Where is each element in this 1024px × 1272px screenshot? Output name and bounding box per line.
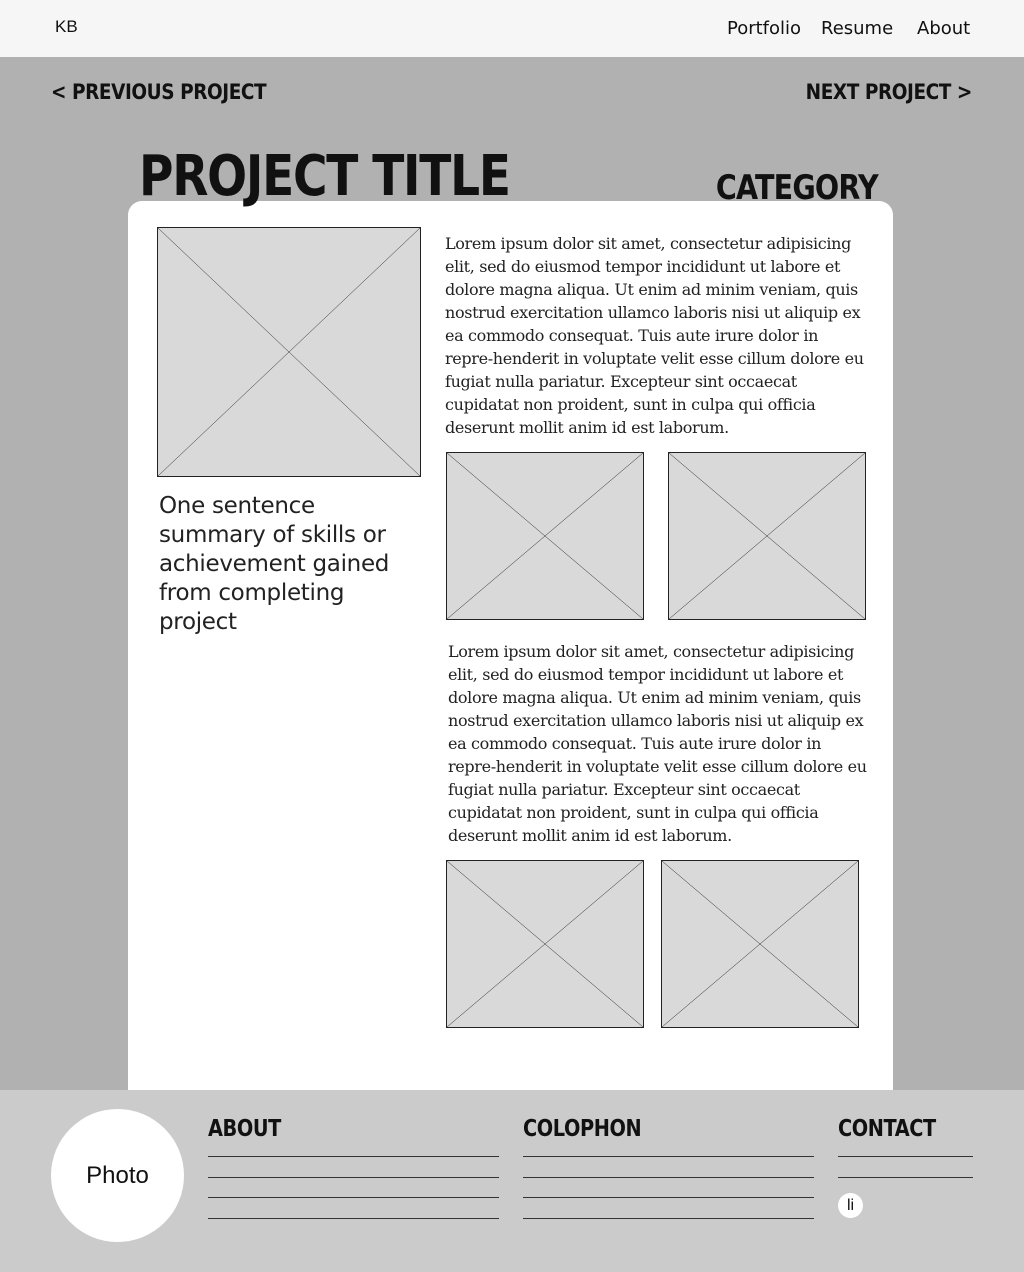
footer-about-heading: ABOUT: [208, 1116, 281, 1142]
contact-line-2: [838, 1177, 973, 1178]
footer-colophon-heading: COLOPHON: [523, 1116, 642, 1142]
colophon-line-1: [523, 1156, 814, 1157]
image-placeholder-1: [446, 452, 644, 620]
contact-line-1: [838, 1156, 973, 1157]
colophon-line-3: [523, 1197, 814, 1198]
about-line-4: [208, 1218, 499, 1219]
profile-photo-placeholder: [51, 1109, 184, 1242]
image-placeholder-3: [446, 860, 644, 1028]
image-placeholder-2: [668, 452, 866, 620]
nav-link-about[interactable]: About: [917, 18, 971, 39]
project-title: PROJECT TITLE: [139, 144, 510, 209]
about-line-2: [208, 1177, 499, 1178]
about-line-3: [208, 1197, 499, 1198]
project-category: CATEGORY: [716, 168, 878, 208]
colophon-line-2: [523, 1177, 814, 1178]
about-line-1: [208, 1156, 499, 1157]
footer-contact-heading: CONTACT: [838, 1116, 936, 1142]
hero-image-placeholder: [157, 227, 421, 477]
body-paragraph-2: Lorem ipsum dolor sit amet, consectetur adipisicing elit, sed do eiusmod tempor incididunt ut labore et dolore magna aliqua. Ut enim ad minim veniam, quis nostrud exercitation ullamco laboris nisi ut aliquip ex ea commodo consequat. Tuis aute irure dolor in repre-henderit in voluptate velit esse cillum dolore eu fugiat nulla pariatur. Excepteur sint occaecat cupidatat non proident, sunt in culpa qui officia deserunt mollit anim id est laborum.: [448, 642, 867, 845]
previous-project-link[interactable]: < PREVIOUS PROJECT: [51, 80, 267, 104]
linkedin-icon[interactable]: li: [838, 1193, 863, 1218]
image-placeholder-4: [661, 860, 859, 1028]
next-project-link[interactable]: NEXT PROJECT >: [805, 80, 972, 104]
body-paragraph-1: Lorem ipsum dolor sit amet, consectetur adipisicing elit, sed do eiusmod tempor incididunt ut labore et dolore magna aliqua. Ut enim ad minim veniam, quis nostrud exercitation ullamco laboris nisi ut aliquip ex ea commodo consequat. Tuis aute irure dolor in repre-henderit in voluptate velit esse cillum dolore eu fugiat nulla pariatur. Excepteur sint occaecat cupidatat non proident, sunt in culpa qui officia deserunt mollit anim id est laborum.: [445, 234, 864, 437]
colophon-line-4: [523, 1218, 814, 1219]
brand-logo[interactable]: KB: [55, 17, 78, 36]
nav-link-resume[interactable]: Resume: [821, 18, 894, 39]
top-nav: [0, 0, 1024, 57]
project-summary: One sentence summary of skills or achievement gained from completing project: [159, 493, 390, 635]
photo-label: Photo: [86, 1161, 149, 1189]
nav-link-portfolio[interactable]: Portfolio: [727, 18, 802, 39]
